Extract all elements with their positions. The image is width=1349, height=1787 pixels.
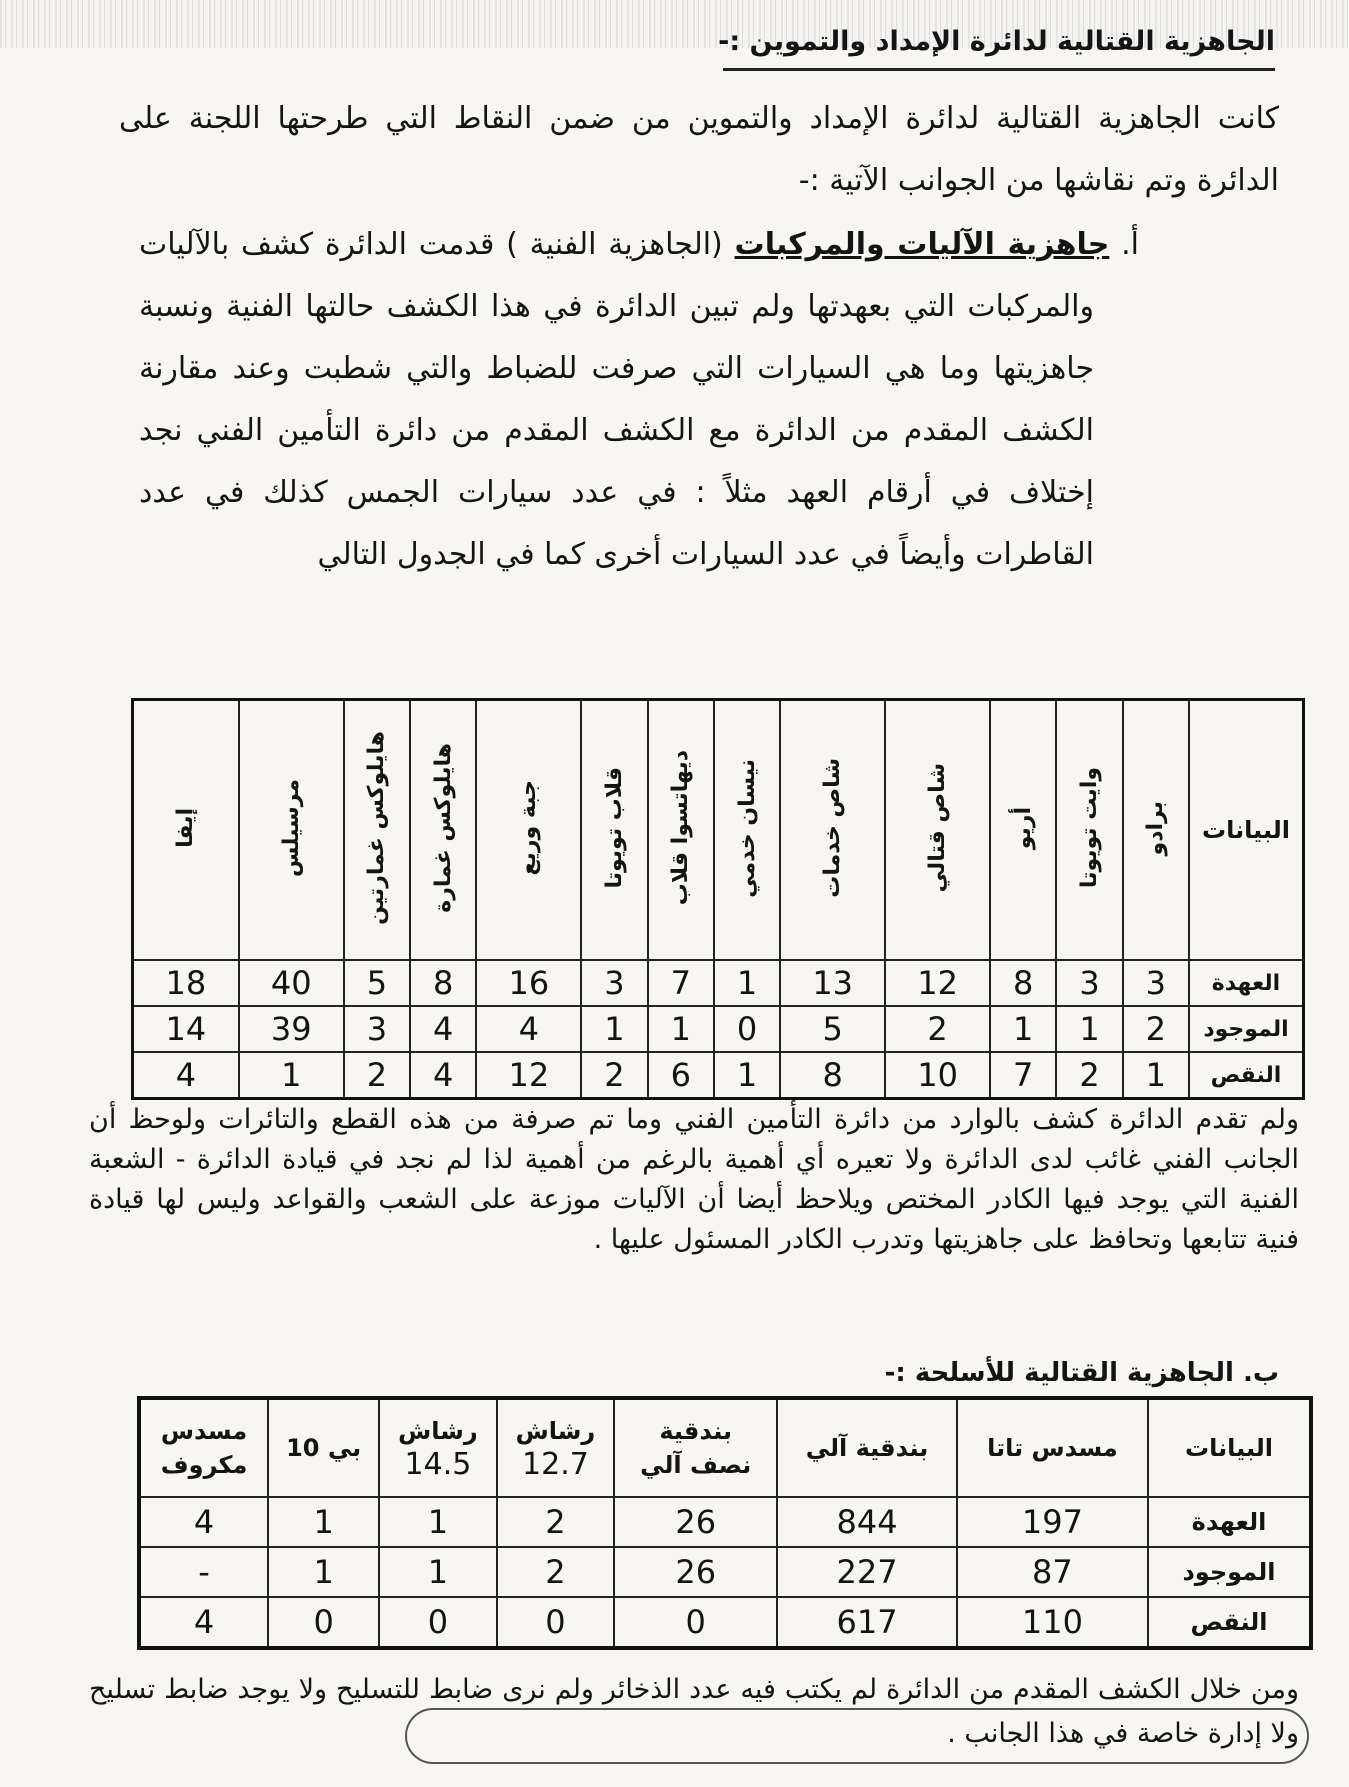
title-underline [723,68,1275,71]
closing-paragraph: ومن خلال الكشف المقدم من الدائرة لم يكتب فيه عدد الذخائر ولم نرى ضابط للتسليح ولا يوجد ضابط تسليح ولا إدارة خاصة في هذا الجانب . [89,1674,1299,1749]
table-cell: 12 [885,960,990,1006]
table-cell: 2 [885,1006,990,1052]
table-cell: 5 [344,960,410,1006]
table-cell: 3 [1123,960,1189,1006]
vehicles-header-row [133,700,1304,961]
weapons-col-header-line1: مسدس تاتا [987,1434,1118,1462]
table-row [133,960,1304,1006]
table-cell: 4 [476,1006,581,1052]
table-row [139,1597,1311,1648]
table-cell: 1 [581,1006,647,1052]
weapons-col-header-line1: رشاش [515,1417,596,1445]
table-cell: 1 [714,960,780,1006]
page-title: الجاهزية القتالية لدائرة الإمداد والتموين :- [718,26,1275,57]
weapons-col-header [777,1398,957,1497]
vehicles-table [131,698,1305,1100]
table-cell: 2 [344,1052,410,1099]
table-cell: 1 [1056,1006,1122,1052]
vehicles-col-header: نيسان خدمي [714,700,780,961]
section-b-heading: ب. الجاهزية القتالية للأسلحة :- [884,1358,1279,1388]
table-row [139,1547,1311,1597]
weapons-col-header [497,1398,615,1497]
weapons-col-header-line2: نصف آلي [640,1451,752,1479]
row-label: العهدة [1148,1497,1311,1547]
pen-oval-mark [405,1708,1309,1764]
table-cell: 2 [497,1547,615,1597]
row-label: الموجود [1189,1006,1304,1052]
table-cell: 3 [344,1006,410,1052]
table-cell: 2 [1123,1006,1189,1052]
weapons-col-header [268,1398,379,1497]
table-cell: 2 [581,1052,647,1099]
vehicles-col-header: شاص قتالي [885,700,990,961]
table-cell: 4 [410,1006,476,1052]
table-cell: 40 [239,960,344,1006]
table-cell: 227 [777,1547,957,1597]
table-cell: 1 [268,1547,379,1597]
table-cell: 0 [497,1597,615,1648]
table-cell: 7 [648,960,714,1006]
table-cell: 12 [476,1052,581,1099]
row-label: النقص [1189,1052,1304,1099]
table-cell: 0 [379,1597,497,1648]
table-cell: 14 [133,1006,239,1052]
table-cell: 2 [497,1497,615,1547]
table-cell: 844 [777,1497,957,1547]
table-cell: 87 [957,1547,1148,1597]
section-a-paragraph [139,214,1139,586]
weapons-col-header [957,1398,1148,1497]
table-cell: 39 [239,1006,344,1052]
table-cell: 4 [139,1597,268,1648]
weapons-header-row [139,1398,1311,1497]
table-cell: 1 [990,1006,1056,1052]
vehicles-col-header: هايلوكس غمارة [410,700,476,961]
table-row [139,1497,1311,1547]
table-cell: 8 [780,1052,885,1099]
table-cell: - [139,1547,268,1597]
table-cell: 617 [777,1597,957,1648]
table-cell: 6 [648,1052,714,1099]
vehicles-col-header: قلاب تويوتا [581,700,647,961]
table-cell: 1 [379,1547,497,1597]
table-cell: 2 [1056,1052,1122,1099]
table-cell: 26 [614,1547,777,1597]
table-cell: 4 [410,1052,476,1099]
table-cell: 13 [780,960,885,1006]
table-cell: 7 [990,1052,1056,1099]
table-cell: 18 [133,960,239,1006]
table-row [133,1006,1304,1052]
table-cell: 8 [410,960,476,1006]
table-cell: 26 [614,1497,777,1547]
weapons-col-header [139,1398,268,1497]
row-label: الموجود [1148,1547,1311,1597]
weapons-col-header-line2: 12.7 [522,1447,589,1482]
after-vehicles-paragraph: ولم تقدم الدائرة كشف بالوارد من دائرة التأمين الفني وما تم صرفة من هذه القطع والتائرات ولوحظ أن الجانب الفني غائب لدى الدائرة ولا تعيره أي أهمية بالرغم من أهمية لذا لم نجد في قيادة الدائرة - الشعبة الفنية التي يوجد فيها الكادر المختص ويلاحظ أيضا أن الآليات موزعة على الشعب والقواعد وليس لها قيادة فنية تتابعها وتحافظ على جاهزيتها وتدرب الكادر المسئول عليها . [89,1104,1299,1255]
weapons-col-header-line1: مسدس [160,1417,248,1445]
vehicles-corner-cell: البيانات [1189,700,1304,961]
section-a-marker: أ. [1121,227,1139,262]
table-cell: 1 [268,1497,379,1547]
intro-paragraph: كانت الجاهزية القتالية لدائرة الإمداد والتموين من ضمن النقاط التي طرحتها اللجنة على الدائرة وتم نقاشها من الجوانب الآتية :- [119,101,1279,198]
row-label: العهدة [1189,960,1304,1006]
section-a-body: (الجاهزية الفنية ) قدمت الدائرة كشف بالآليات والمركبات التي بعهدتها ولم تبين الدائرة في هذا الكشف حالتها الفنية ونسبة جاهزيتها وما هي السيارات التي صرفت للضباط والتي شطبت وعند مقارنة الكشف المقدم من الدائرة مع الكشف المقدم من دائرة التأمين الفني نجد إختلاف في أرقام العهد مثلاً : في عدد سيارات الجمس كذلك في عدد القاطرات وأيضاً في عدد السيارات أخرى كما في الجدول التالي [139,227,1094,572]
weapons-col-header-line2: 14.5 [404,1447,472,1482]
weapons-col-header-line1: بندقية آلي [805,1434,929,1462]
weapons-body [139,1497,1311,1648]
vehicles-body [133,960,1304,1099]
vehicles-col-header: جبة وريع [476,700,581,961]
section-a-heading: جاهزية الآليات والمركبات [734,227,1110,262]
table-cell: 1 [239,1052,344,1099]
weapons-col-header-line1: بي 10 [286,1434,362,1462]
table-cell: 0 [714,1006,780,1052]
table-cell: 1 [648,1006,714,1052]
vehicles-col-header: أريو [990,700,1056,961]
weapons-col-header [379,1398,497,1497]
vehicles-col-header: مرسيلس [239,700,344,961]
weapons-col-header-line1: رشاش [398,1417,478,1445]
table-cell: 0 [614,1597,777,1648]
weapons-col-header-line2: مكروف [160,1451,248,1479]
table-cell: 197 [957,1497,1148,1547]
table-cell: 110 [957,1597,1148,1648]
table-cell: 8 [990,960,1056,1006]
weapons-col-header-line1: بندقية [659,1417,733,1445]
vehicles-col-header: ديهاتسوا قلاب [648,700,714,961]
table-cell: 4 [139,1497,268,1547]
table-cell: 3 [581,960,647,1006]
vehicles-col-header: هايلوكس غمارتين [344,700,410,961]
table-cell: 10 [885,1052,990,1099]
table-cell: 1 [379,1497,497,1547]
table-cell: 1 [1123,1052,1189,1099]
table-cell: 4 [133,1052,239,1099]
table-row [133,1052,1304,1099]
table-cell: 16 [476,960,581,1006]
vehicles-col-header: شاص خدمات [780,700,885,961]
weapons-corner-cell: البيانات [1148,1398,1311,1497]
table-cell: 3 [1056,960,1122,1006]
vehicles-col-header: إيفا [133,700,239,961]
weapons-col-header [614,1398,777,1497]
row-label: النقص [1148,1597,1311,1648]
table-cell: 0 [268,1597,379,1648]
table-cell: 5 [780,1006,885,1052]
weapons-table [137,1396,1313,1650]
vehicles-col-header: برادو [1123,700,1189,961]
table-cell: 1 [714,1052,780,1099]
vehicles-col-header: وايت تويوتا [1056,700,1122,961]
